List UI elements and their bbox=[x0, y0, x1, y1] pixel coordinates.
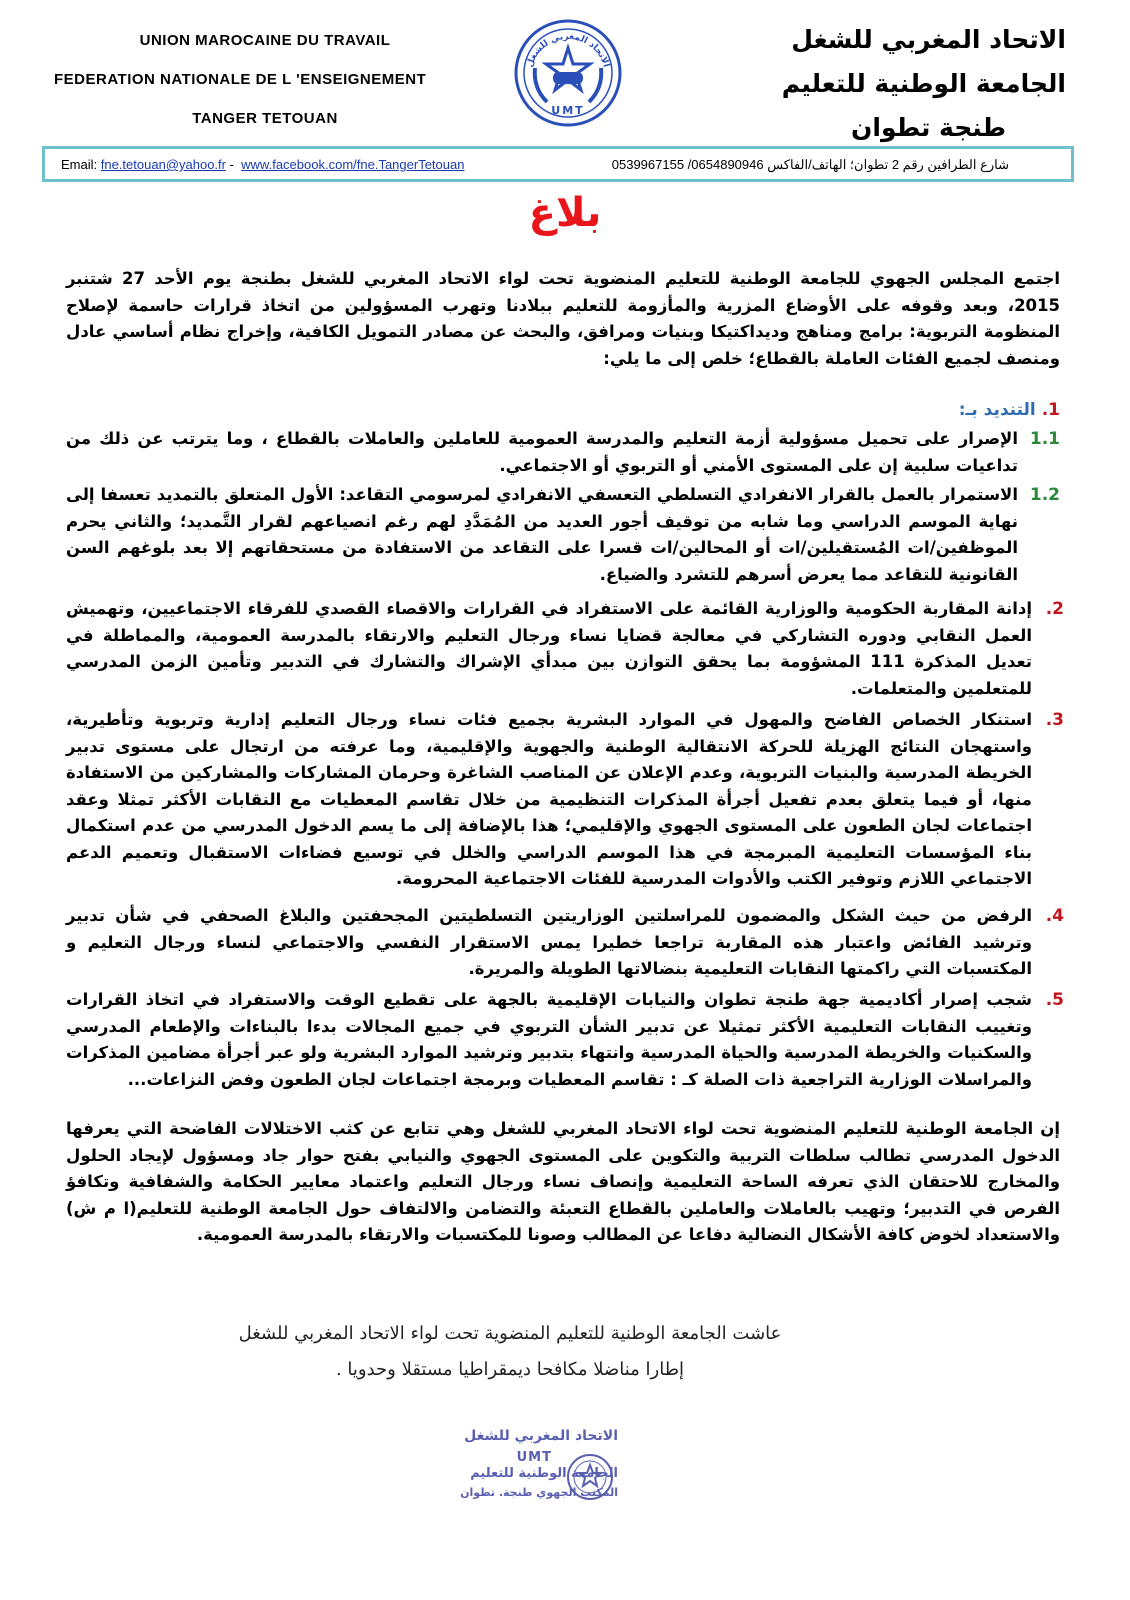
slogan-line-1: عاشت الجامعة الوطنية للتعليم المنضوية تحت لواء الاتحاد المغربي للشغل bbox=[238, 1323, 782, 1344]
region-name-ar: طنجة تطوان bbox=[851, 113, 1006, 142]
point-5-number: 5. bbox=[1045, 990, 1064, 1010]
point-1-heading bbox=[959, 400, 1060, 420]
point-3 bbox=[66, 707, 1064, 893]
email-link[interactable]: fne.tetouan@yahoo.fr bbox=[100, 157, 226, 172]
point-4-text: الرفض من حيث الشكل والمضمون للمراسلتين الوزاريتين التسلطيتين المجحفتين والبلاغ الصحفي في شأن تدبير وترشيد الفائض واعتبار هذه المقاربة تراجعا خطيرا يمس الاستقرار النفسي والاجتماعي لنساء ورجال التعليم و المكتسبات التي راكمتها النقابات التعليمية بنضالاتها الطويلة والمريرة. bbox=[66, 906, 1032, 978]
contact-separator: - bbox=[225, 157, 242, 172]
point-2 bbox=[66, 596, 1064, 702]
stamp-federation-name: الجامعة الوطنية للتعليم bbox=[470, 1466, 618, 1481]
point-5 bbox=[66, 987, 1064, 1093]
point-1-number: 1. bbox=[1041, 400, 1060, 420]
logo-umt-text: UMT bbox=[551, 104, 585, 117]
point-1-2 bbox=[66, 482, 1060, 588]
stamp-umt: UMT bbox=[516, 1450, 552, 1465]
contact-bar bbox=[42, 146, 1074, 182]
point-3-text: استنكار الخصاص الفاضح والمهول في الموارد البشرية بجميع فئات نساء ورجال التعليم إدارية وتربوية وتأطيرية، واستهجان النتائج الهزيلة للحركة الانتقالية الوطنية والجهوية والإقليمية، وما عرفته من ارتجال على مستوى تدبير الخريطة المدرسية والبنيات التربوية، وعدم الإعلان عن المناصب الشاغرة وحرمان المشاركات والمشاركين من الاستفادة منها، أو فيما يتعلق بعدم تفعيل أجرأة المذكرات التنظيمية من خلال تقاسم المعطيات مع النقابات الأكثر تمثلا وعقد اجتماعات لجان الطعون على المستوى الجهوي والإقليمي؛ هذا بالإضافة إلى ما يسم الدخول المدرسي من عدم استكمال بناء المؤسسات التعليمية المبرمجة في هذا الموسم الدراسي والخلل في توسيع فضاءات الاستقبال وتعميم الدعم الاجتماعي اللازم وتوفير الكتب والأدوات المدرسية للفئات الاجتماعية المحرومة. bbox=[66, 710, 1032, 888]
point-1-label: التنديد بـ: bbox=[958, 400, 1036, 420]
union-name-ar: الاتحاد المغربي للشغل bbox=[791, 25, 1066, 54]
region-name-fr: TANGER TETOUAN bbox=[192, 110, 338, 127]
umt-logo bbox=[513, 18, 623, 128]
point-2-text: إدانة المقاربة الحكومية والوزارية القائمة على الاستفراد في القرارات والاقصاء القصدي للفرقاء الاجتماعيين، وتهميش العمل النقابي ودوره التشاركي في معالجة قضايا نساء ورجال التعليم والارتقاء بالمدرسة العمومية، والمماطلة في تعديل المذكرة 111 المشؤومة بما يحقق التوازن بين مبدأي الإشراك والتشارك في التدبير وتأمين الزمن المدرسي للمتعلمين والمتعلمات. bbox=[66, 599, 1032, 698]
email-label: Email: bbox=[61, 157, 98, 172]
stamp-office-name: المكتب الجهوي طنجة. تطوان bbox=[460, 1486, 618, 1499]
point-5-text: شجب إصرار أكاديمية جهة طنجة تطوان والنيابات الإقليمية بالجهة على تقطيع الوقت والاستفراد في اتخاذ القرارات وتغييب النقابات التعليمية الأكثر تمثيلا عن تدبير الشأن التربوي في جميع المجالات بدءا بالبناءات والإطعام المدرسي والسكنيات والخريطة المدرسية والحياة المدرسية وانتهاء بتدبير وترشيد الموارد البشرية ولو عبر أجرأة مضامين المذكرات والمراسلات الوزارية التراجعية ذات الصلة كـ : تقاسم المعطيات وبرمجة اجتماعات لجان الطعون وفض النزاعات... bbox=[66, 990, 1032, 1089]
header-french bbox=[40, 28, 490, 145]
logo-arc-text: الاتحاد المغربي للشغل bbox=[525, 31, 611, 69]
intro-paragraph: اجتمع المجلس الجهوي للجامعة الوطنية للتعليم المنضوية تحت لواء الاتحاد المغربي للشغل بطنجة يوم الأحد 27 شتنبر 2015، وبعد وقوفه على الأوضاع المزرية والمأزومة للتعليم ببلادنا وتهرب المسؤولين من اتخاذ قرارات حاسمة لإصلاح المنظومة التربوية: برامج ومناهج وديداكتيكا وبنيات ومرافق، والبحث عن مصادر التمويل الكافية، وإخراج نظام أساسي عادل ومنصف لجميع الفئات العاملة بالقطاع؛ خلص إلى ما يلي: bbox=[66, 269, 1060, 368]
union-name-fr: UNION MAROCAINE DU TRAVAIL bbox=[139, 32, 391, 49]
point-4 bbox=[66, 903, 1064, 983]
point-3-number: 3. bbox=[1045, 710, 1064, 730]
point-1-1 bbox=[66, 426, 1060, 479]
header-arabic bbox=[766, 20, 1066, 152]
point-1-2-text: الاستمرار بالعمل بالقرار الانفرادي التسلطي التعسفي الانفرادي لمرسومي التقاعد: الأول المتعلق بالتمديد تعسفا إلى نهاية الموسم الدراسي وما شابه من توقيف أجور العديد من المُمَدَّدِ لهم رغم انصياعهم لقرار التَّمديد؛ والثاني يحرم الموظفين/ات المُستقيلين/ات أو المحالين/ات قسرا على التقاعد من الاستفادة من مستحقاتهم إلا بعد بلوغهم السن القانونية للتقاعد مما يعرض أسرهم للتشرد والضياع. bbox=[66, 485, 1018, 584]
point-1-1-text: الإصرار على تحميل مسؤولية أزمة التعليم والمدرسة العمومية للعاملين والعاملات بالقطاع ، وما يترتب عن ذلك من تداعيات سلبية إن على المستوى الأمني أو التربوي أو الاجتماعي. bbox=[66, 429, 1018, 475]
facebook-link[interactable]: www.facebook.com/fne.TangerTetouan bbox=[241, 157, 465, 172]
point-1-2-number: 1.2 bbox=[1029, 485, 1060, 505]
point-2-number: 2. bbox=[1045, 599, 1064, 619]
contact-links bbox=[61, 157, 464, 172]
stamp-seal-icon bbox=[565, 1452, 615, 1502]
point-4-number: 4. bbox=[1045, 906, 1064, 926]
federation-name-ar: الجامعة الوطنية للتعليم bbox=[781, 69, 1066, 98]
stamp-union-name: الاتحاد المغربي للشغل bbox=[464, 1428, 618, 1444]
closing-paragraph: إن الجامعة الوطنية للتعليم المنضوية تحت لواء الاتحاد المغربي للشغل وهي تتابع عن كثب الاختلالات الفاضحة التي يعرفها الدخول المدرسي تطالب سلطات التربية والتكوين على المستوى الجهوي والنيابي بفتح حوار جاد ومسؤول لإيجاد الحلول والمخارج للاحتقان الذي تعرفه الساحة التعليمية وإنصاف نساء ورجال التعليم واعتماد معايير الحكامة والشفافية وتكافؤ الفرص في التدبير؛ وتهيب بالعاملات والعاملين بالقطاع التعبئة والتضامن والالتفاف حول الجامعة الوطنية للتعليم(ا م ش) والاستعداد لخوض كافة الأشكال النضالية دفاعا عن المطالب وصونا للمكتسبات والارتقاء بالمدرسة العمومية. bbox=[66, 1119, 1060, 1244]
slogan-line-2: إطارا مناضلا مكافحا ديمقراطيا مستقلا وحدويا . bbox=[335, 1359, 685, 1380]
point-1-1-number: 1.1 bbox=[1029, 429, 1060, 449]
federation-name-fr: FEDERATION NATIONALE DE L 'ENSEIGNEMENT bbox=[54, 71, 427, 88]
address-phone: شارع الطرافين رقم 2 تطوان؛ الهاتف/الفاكس 0654890946/ 0539967155 bbox=[611, 157, 1009, 172]
document-title: بلاغ bbox=[528, 190, 602, 236]
